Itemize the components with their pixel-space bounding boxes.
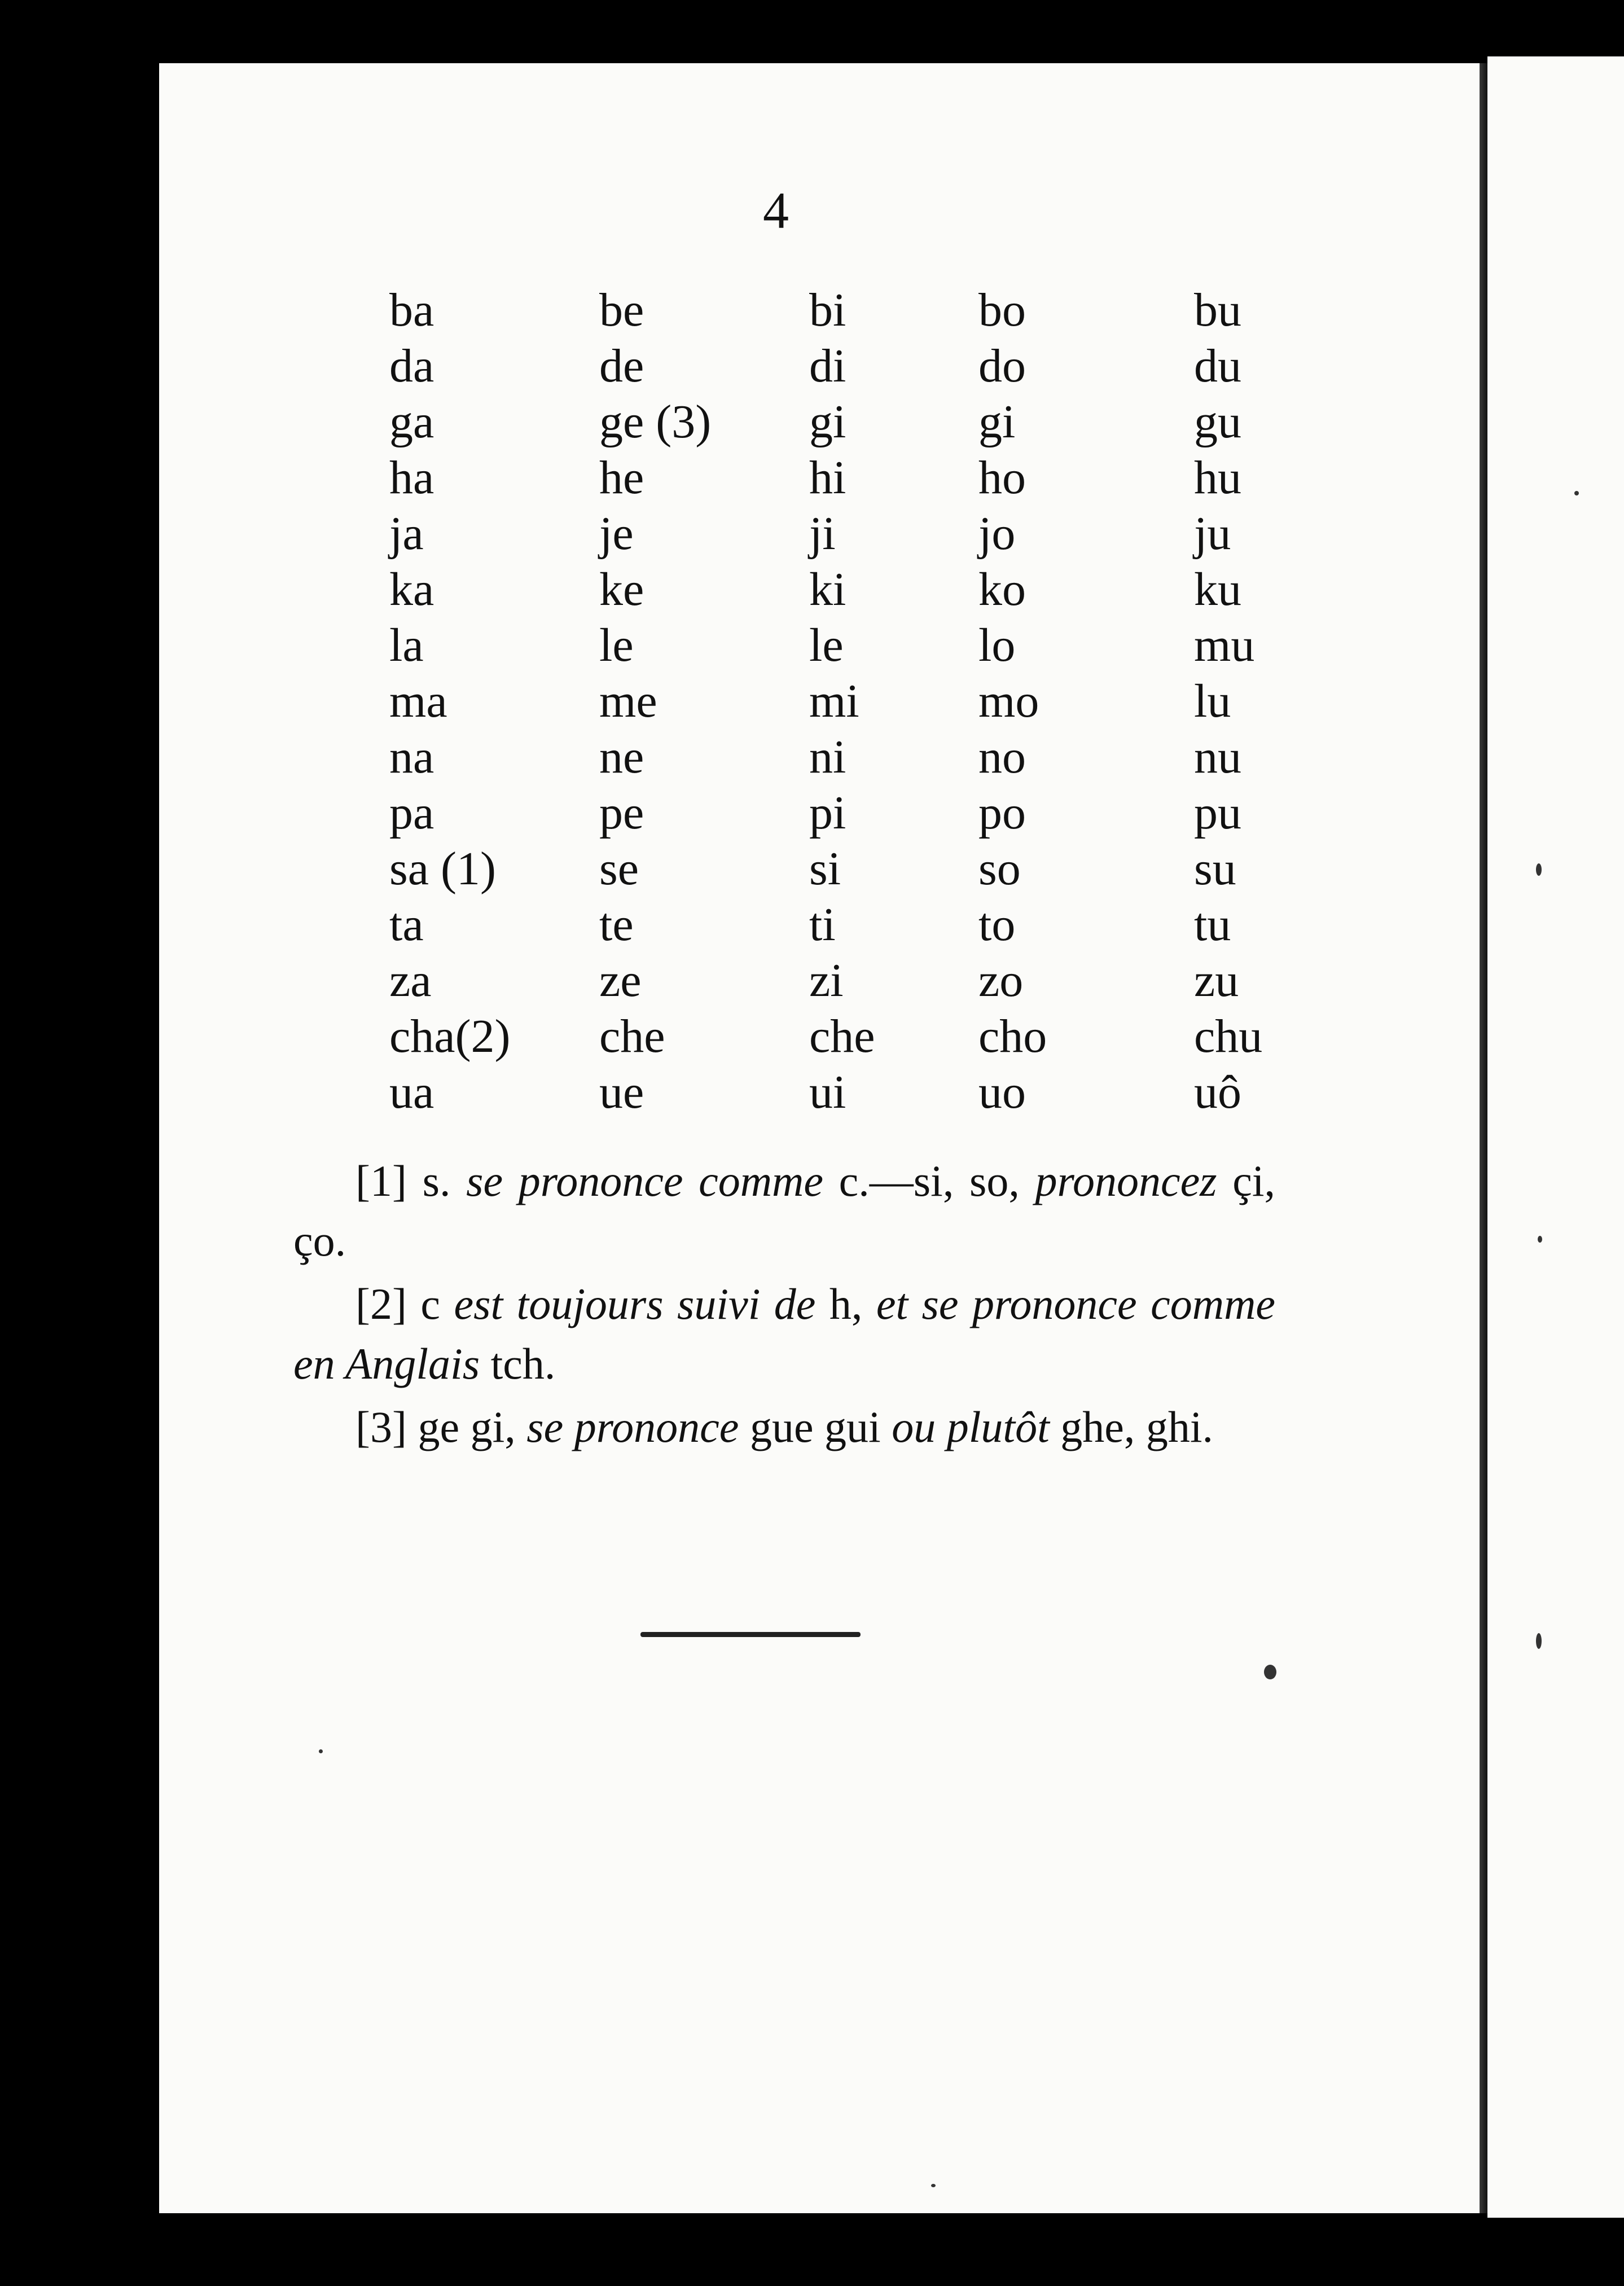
syllable: chu bbox=[1194, 1010, 1263, 1063]
syllable: su bbox=[1194, 843, 1236, 895]
facing-page bbox=[1487, 56, 1624, 2218]
syllable: jo bbox=[978, 507, 1016, 560]
syllable: ni bbox=[809, 731, 846, 783]
syllable: che bbox=[599, 1010, 665, 1063]
syllable: pa bbox=[389, 787, 434, 839]
syllable: be bbox=[599, 284, 644, 336]
note-marker: [1] bbox=[355, 1156, 407, 1205]
syllable: gi bbox=[809, 396, 846, 448]
syllable: ue bbox=[599, 1066, 644, 1118]
syllable-row bbox=[389, 897, 1318, 953]
syllable: che bbox=[809, 1010, 875, 1063]
syllable: bo bbox=[978, 284, 1026, 336]
syllable: he bbox=[599, 451, 644, 504]
syllable: ju bbox=[1194, 507, 1231, 560]
note-marker: [2] bbox=[355, 1279, 407, 1328]
page-number: 4 bbox=[763, 182, 789, 239]
syllable: le bbox=[599, 619, 634, 672]
syllable: na bbox=[389, 731, 434, 783]
note: [1] s. se prononce comme c.—si, so, prononcez çi, ço. bbox=[293, 1156, 1275, 1265]
syllable-row bbox=[389, 841, 1318, 897]
syllable: to bbox=[978, 898, 1016, 951]
syllable-row bbox=[389, 953, 1318, 1008]
ink-speck bbox=[1536, 1633, 1542, 1649]
syllable: ti bbox=[809, 898, 836, 951]
syllable: si bbox=[809, 843, 841, 895]
syllable: mi bbox=[809, 675, 859, 727]
syllable: zi bbox=[809, 954, 844, 1007]
syllable: sa (1) bbox=[389, 843, 496, 895]
syllable: ja bbox=[389, 507, 424, 560]
syllable: bu bbox=[1194, 284, 1241, 336]
syllable: pu bbox=[1194, 787, 1241, 839]
syllable: ko bbox=[978, 563, 1026, 616]
syllable: me bbox=[599, 675, 657, 727]
syllable: gu bbox=[1194, 396, 1241, 448]
syllable: cho bbox=[978, 1010, 1047, 1063]
syllable-row bbox=[389, 282, 1318, 338]
syllable: za bbox=[389, 954, 432, 1007]
page-gutter bbox=[1480, 63, 1487, 2213]
syllable: te bbox=[599, 898, 634, 951]
syllable: de bbox=[599, 340, 644, 392]
syllable: mu bbox=[1194, 619, 1255, 672]
syllable: di bbox=[809, 340, 846, 392]
syllable: pe bbox=[599, 787, 644, 839]
syllable: cha(2) bbox=[389, 1010, 511, 1063]
syllable-row bbox=[389, 729, 1318, 785]
syllable-row bbox=[389, 338, 1318, 394]
pronunciation-notes bbox=[293, 1151, 1275, 1460]
syllable: la bbox=[389, 619, 424, 672]
note: [3] ge gi, se prononce gue gui ou plutôt ghe, ghi. bbox=[355, 1402, 1214, 1451]
syllable: zu bbox=[1194, 954, 1239, 1007]
syllable-row bbox=[389, 673, 1318, 729]
syllable: ku bbox=[1194, 563, 1241, 616]
syllable: ne bbox=[599, 731, 644, 783]
syllable: ta bbox=[389, 898, 424, 951]
syllable-row bbox=[389, 506, 1318, 561]
syllable: tu bbox=[1194, 898, 1231, 951]
syllable: nu bbox=[1194, 731, 1241, 783]
syllable-row bbox=[389, 561, 1318, 617]
syllable-table bbox=[389, 282, 1318, 1120]
syllable-row bbox=[389, 450, 1318, 506]
ink-speck bbox=[931, 2184, 936, 2187]
syllable: ji bbox=[809, 507, 836, 560]
syllable: le bbox=[809, 619, 844, 672]
syllable: du bbox=[1194, 340, 1241, 392]
syllable: ho bbox=[978, 451, 1026, 504]
section-divider bbox=[640, 1632, 861, 1637]
syllable-row bbox=[389, 617, 1318, 673]
ink-speck bbox=[1574, 491, 1579, 495]
syllable: ka bbox=[389, 563, 434, 616]
syllable: hu bbox=[1194, 451, 1241, 504]
syllable: ge (3) bbox=[599, 396, 712, 448]
syllable: se bbox=[599, 843, 639, 895]
syllable: zo bbox=[978, 954, 1024, 1007]
syllable: ki bbox=[809, 563, 846, 616]
syllable: ui bbox=[809, 1066, 846, 1118]
syllable: ke bbox=[599, 563, 644, 616]
syllable: ga bbox=[389, 396, 434, 448]
syllable: da bbox=[389, 340, 434, 392]
note-marker: [3] bbox=[355, 1402, 407, 1451]
syllable: bi bbox=[809, 284, 846, 336]
syllable: ba bbox=[389, 284, 434, 336]
syllable: ua bbox=[389, 1066, 434, 1118]
syllable: gi bbox=[978, 396, 1016, 448]
ink-speck bbox=[1264, 1665, 1276, 1679]
syllable: uo bbox=[978, 1066, 1026, 1118]
syllable: lo bbox=[978, 619, 1016, 672]
syllable: ma bbox=[389, 675, 447, 727]
syllable-row bbox=[389, 1008, 1318, 1064]
syllable: uô bbox=[1194, 1066, 1241, 1118]
syllable: no bbox=[978, 731, 1026, 783]
syllable: lu bbox=[1194, 675, 1231, 727]
note: [2] c est toujours suivi de h, et se prononce comme en Anglais tch. bbox=[293, 1279, 1276, 1388]
syllable-row bbox=[389, 394, 1318, 450]
syllable-row bbox=[389, 1064, 1318, 1120]
syllable: ze bbox=[599, 954, 642, 1007]
syllable-row bbox=[389, 785, 1318, 841]
syllable: ha bbox=[389, 451, 434, 504]
syllable: po bbox=[978, 787, 1026, 839]
syllable: je bbox=[599, 507, 634, 560]
ink-speck bbox=[1538, 1236, 1542, 1243]
syllable: mo bbox=[978, 675, 1039, 727]
syllable: pi bbox=[809, 787, 846, 839]
ink-speck bbox=[319, 1749, 323, 1753]
syllable: do bbox=[978, 340, 1026, 392]
syllable: hi bbox=[809, 451, 846, 504]
ink-speck bbox=[1536, 863, 1542, 876]
syllable: so bbox=[978, 843, 1021, 895]
